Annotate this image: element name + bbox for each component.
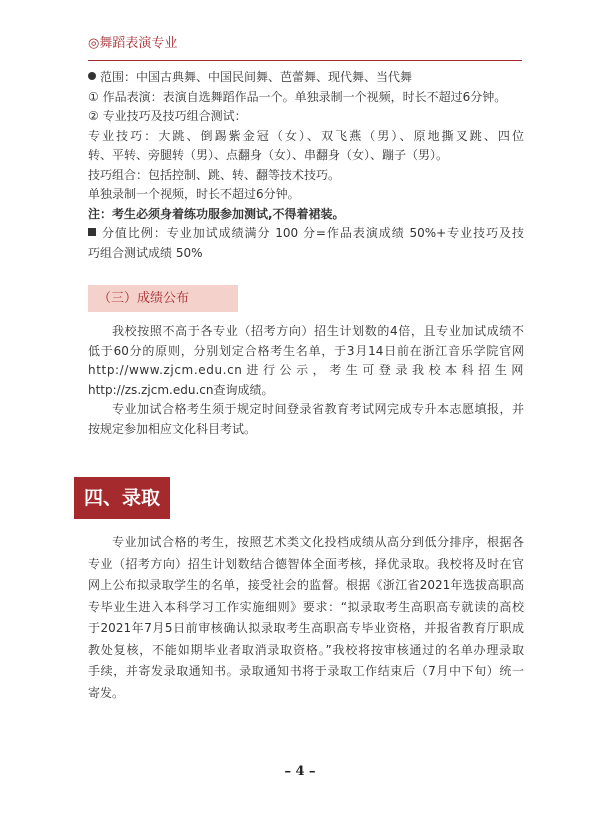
record-line: 单独录制一个视频，时长不超过6分钟。	[88, 187, 300, 201]
admission-line: 教处复核，不能如期毕业者取消录取资格。”我校将按审核通过的名单办理录取	[88, 642, 524, 657]
note-line: 注：考生必须身着练功服参加测试,不得着裙装。	[88, 206, 345, 221]
score-text: 分值比例：专业加试成绩满分 100 分=作品表演成绩 50%+专业技巧及技	[101, 226, 524, 240]
admission-line: 专业（招考方向）招生计划数结合德智体全面考核，择优录取。我校将及时在官	[88, 556, 524, 571]
score-line-1	[88, 224, 524, 244]
admission-line: 专业加试合格的考生，按照艺术类文化投档成绩从高分到低分排序，根据各	[112, 535, 524, 549]
score-line-2: 巧组合测试成绩 50%	[88, 245, 203, 260]
admission-paragraph	[88, 532, 524, 704]
admission-line: 网上公布拟录取学生的名单，接受社会的监督。根据《浙江省2021年选拔高职高	[88, 578, 524, 592]
item-works-performance: ① 作品表演：表演自选舞蹈作品一个。单独录制一个视频，时长不超过6分钟。	[88, 89, 507, 104]
bullet-dot-icon	[88, 72, 96, 80]
results-p2-line-1: 专业加试合格考生须于规定时间登录省教育考试网完成专升本志愿填报，并	[112, 402, 524, 416]
results-p2-line-2: 按规定参加相应文化科目考试。	[88, 421, 257, 436]
header-rule	[88, 60, 522, 61]
results-subheading: （三）成绩公布	[88, 285, 238, 312]
results-p1-line-1: 我校按照不高于各专业（招考方向）招生计划数的4倍，且专业加试成绩不	[112, 324, 524, 338]
results-p1-line-4: http://zs.zjcm.edu.cn查询成绩。	[88, 382, 274, 397]
admission-line: 手续，并寄发录取通知书。录取通知书将于录取工作结束后（7月中下旬）统一	[88, 664, 524, 678]
combo-line: 技巧组合：包括控制、跳、转、翻等技术技巧。	[88, 167, 341, 182]
results-p1-line-3: http://www.zjcm.edu.cn进行公示，考生可登录我校本科招生网	[88, 363, 524, 377]
page-number: – 4 –	[284, 764, 316, 779]
results-p1-line-2: 低于60分的原则，分别划定合格考生名单，于3月14日前在浙江音乐学院官网	[88, 343, 524, 358]
admission-line: 寄发。	[88, 685, 125, 700]
results-paragraphs	[88, 322, 524, 439]
dance-requirements	[88, 68, 524, 263]
admission-line: 于2021年7月5日前审核确认拟录取考生高职高专毕业资格，并报省教育厅职成	[88, 621, 524, 635]
bullet-square-icon	[88, 228, 96, 236]
item-skills-test: ② 专业技巧及技巧组合测试：	[88, 109, 247, 123]
skills-line-2: 转、平转、旁腿转（男）、点翻身（女）、串翻身（女）、蹦子（男）。	[88, 148, 449, 162]
running-header: ◎舞蹈表演专业	[88, 36, 178, 51]
skills-line-1: 专业技巧：大跳、倒踢紫金冠（女）、双飞燕（男）、原地撕叉跳、四位	[88, 128, 524, 143]
scope-line	[88, 68, 524, 88]
admission-heading: 四、录取	[74, 477, 170, 519]
scope-text: 范围：中国古典舞、中国民间舞、芭蕾舞、现代舞、当代舞	[100, 70, 413, 84]
admission-line: 专毕业生进入本科学习工作实施细则》要求：“拟录取考生高职高专就读的高校	[88, 599, 524, 614]
